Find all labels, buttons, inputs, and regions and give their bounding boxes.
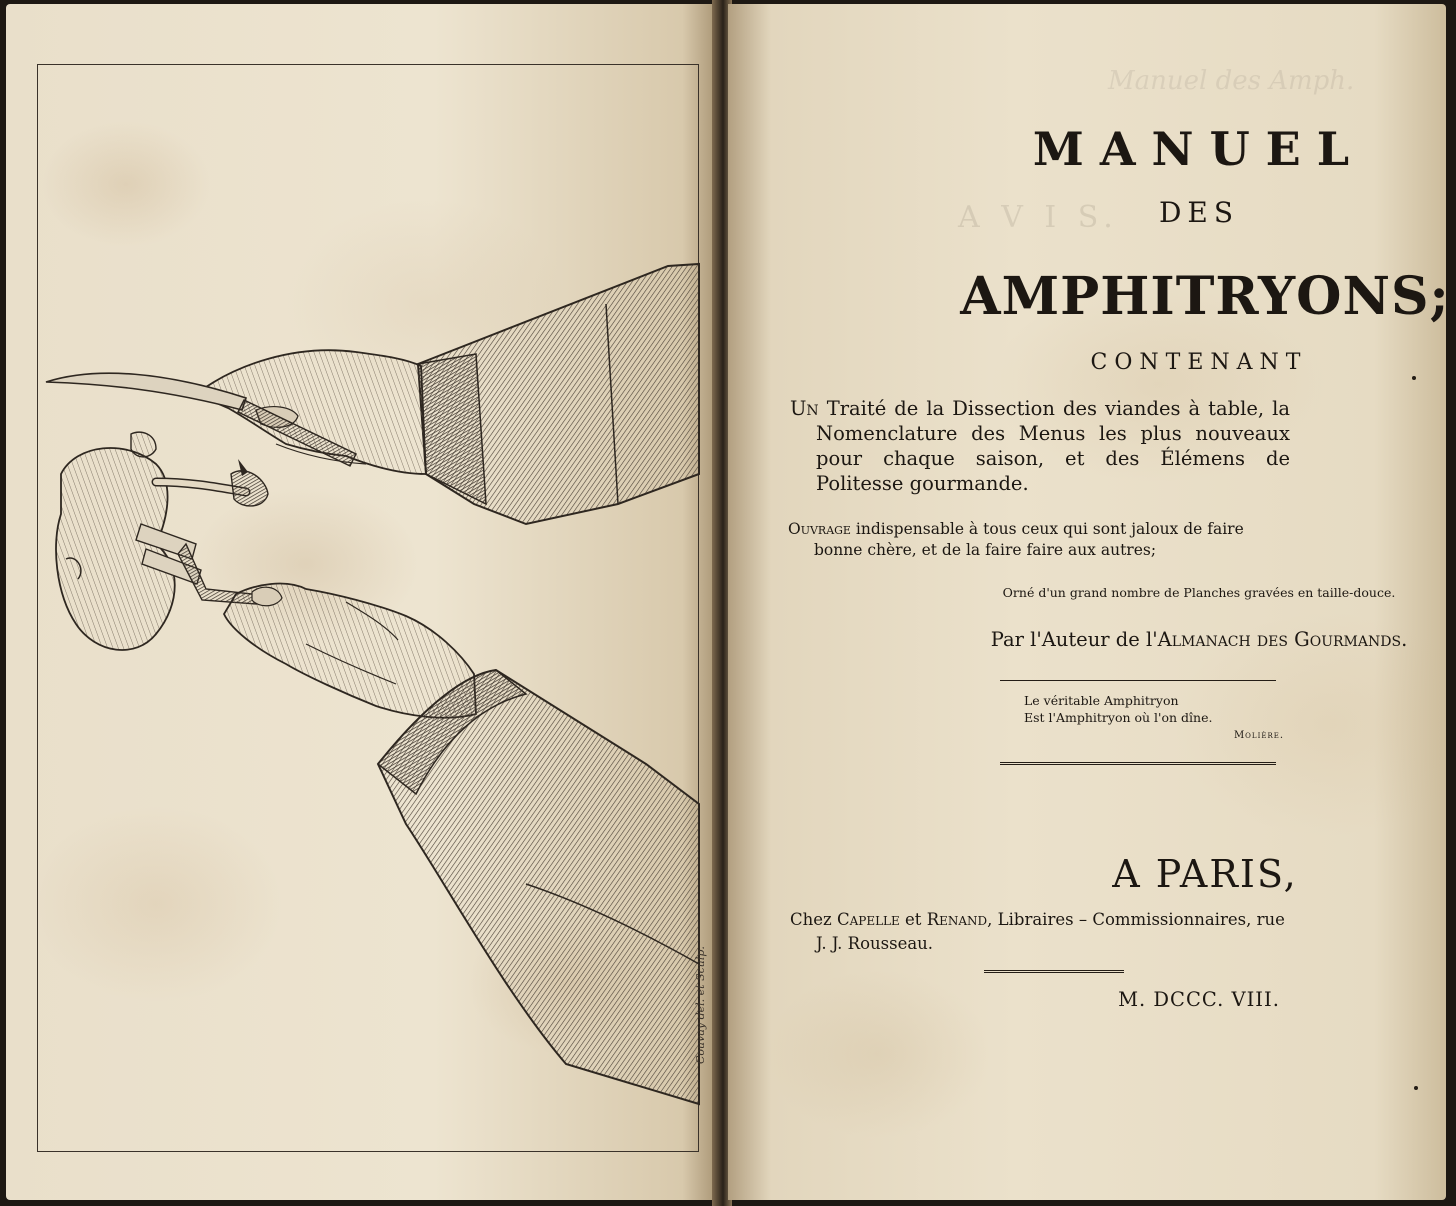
imprint-year: M. DCCC. VIII. — [1118, 988, 1280, 1011]
epigraph-top-rule — [1000, 680, 1276, 681]
description-paragraph — [790, 396, 1290, 496]
ouvrage-text: indispensable à tous ceux qui sont jaloux de faire bonne chère, et de la faire faire aux autres; — [814, 520, 1244, 559]
upper-hand — [196, 350, 426, 474]
lower-sleeve — [378, 670, 699, 1104]
description-text: Traité de la Dissection des viandes à table, la Nomenclature des Menus les plus nouveaux pour chaque saison, et des Élémens de Politesse gourmande. — [816, 397, 1290, 495]
ouvrage-first-word: Ouvrage — [788, 520, 851, 538]
ouvrage-paragraph — [788, 519, 1288, 561]
bleed-through-text: Manuel des Amph. — [1108, 66, 1355, 96]
epigraph — [1024, 692, 1284, 744]
description-first-word: Un — [790, 397, 819, 420]
epigraph-line-1: Le véritable Amphitryon — [1024, 693, 1179, 708]
frontispiece-page — [6, 4, 718, 1200]
publisher-rest: , Libraires – Commissionnaires, rue J. J. Rousseau. — [816, 910, 1285, 953]
epigraph-attribution: Molière. — [1233, 730, 1284, 741]
author-prefix: Par l'Auteur de l' — [990, 628, 1158, 651]
carving-engraving — [6, 4, 718, 1200]
title-des: DES — [1158, 196, 1240, 229]
publisher-paragraph — [790, 908, 1290, 956]
author-work: Almanach des Gourmands — [1157, 628, 1402, 651]
epigraph-line-2: Est l'Amphitryon où l'on dîne. — [1024, 710, 1213, 725]
ink-spot — [1414, 1086, 1418, 1090]
publisher-prefix: Chez — [790, 910, 837, 929]
subtitle-contenant: CONTENANT — [1090, 350, 1308, 375]
publisher-name-2: Renand — [926, 910, 988, 929]
author-line — [840, 628, 1456, 651]
title-page — [728, 4, 1450, 1200]
author-suffix: . — [1401, 628, 1408, 651]
publisher-name-1: Capelle — [836, 910, 900, 929]
title-amphitryons: AMPHITRYONS; — [960, 266, 1450, 327]
year-rule — [984, 970, 1124, 973]
bleed-through-text: A V I S. — [958, 200, 1119, 235]
lower-hand — [224, 584, 476, 718]
imprint-place: A PARIS, — [1112, 852, 1298, 896]
ink-spot — [1412, 376, 1416, 380]
upper-sleeve — [418, 264, 699, 524]
engraver-signature: Couvay del. et Sculp. — [694, 946, 707, 1064]
epigraph-bottom-rule — [1000, 762, 1276, 765]
publisher-mid: et — [899, 910, 927, 929]
title-manuel: MANUEL — [1032, 122, 1366, 176]
plates-note: Orné d'un grand nombre de Planches gravées en taille-douce. — [1002, 585, 1396, 600]
